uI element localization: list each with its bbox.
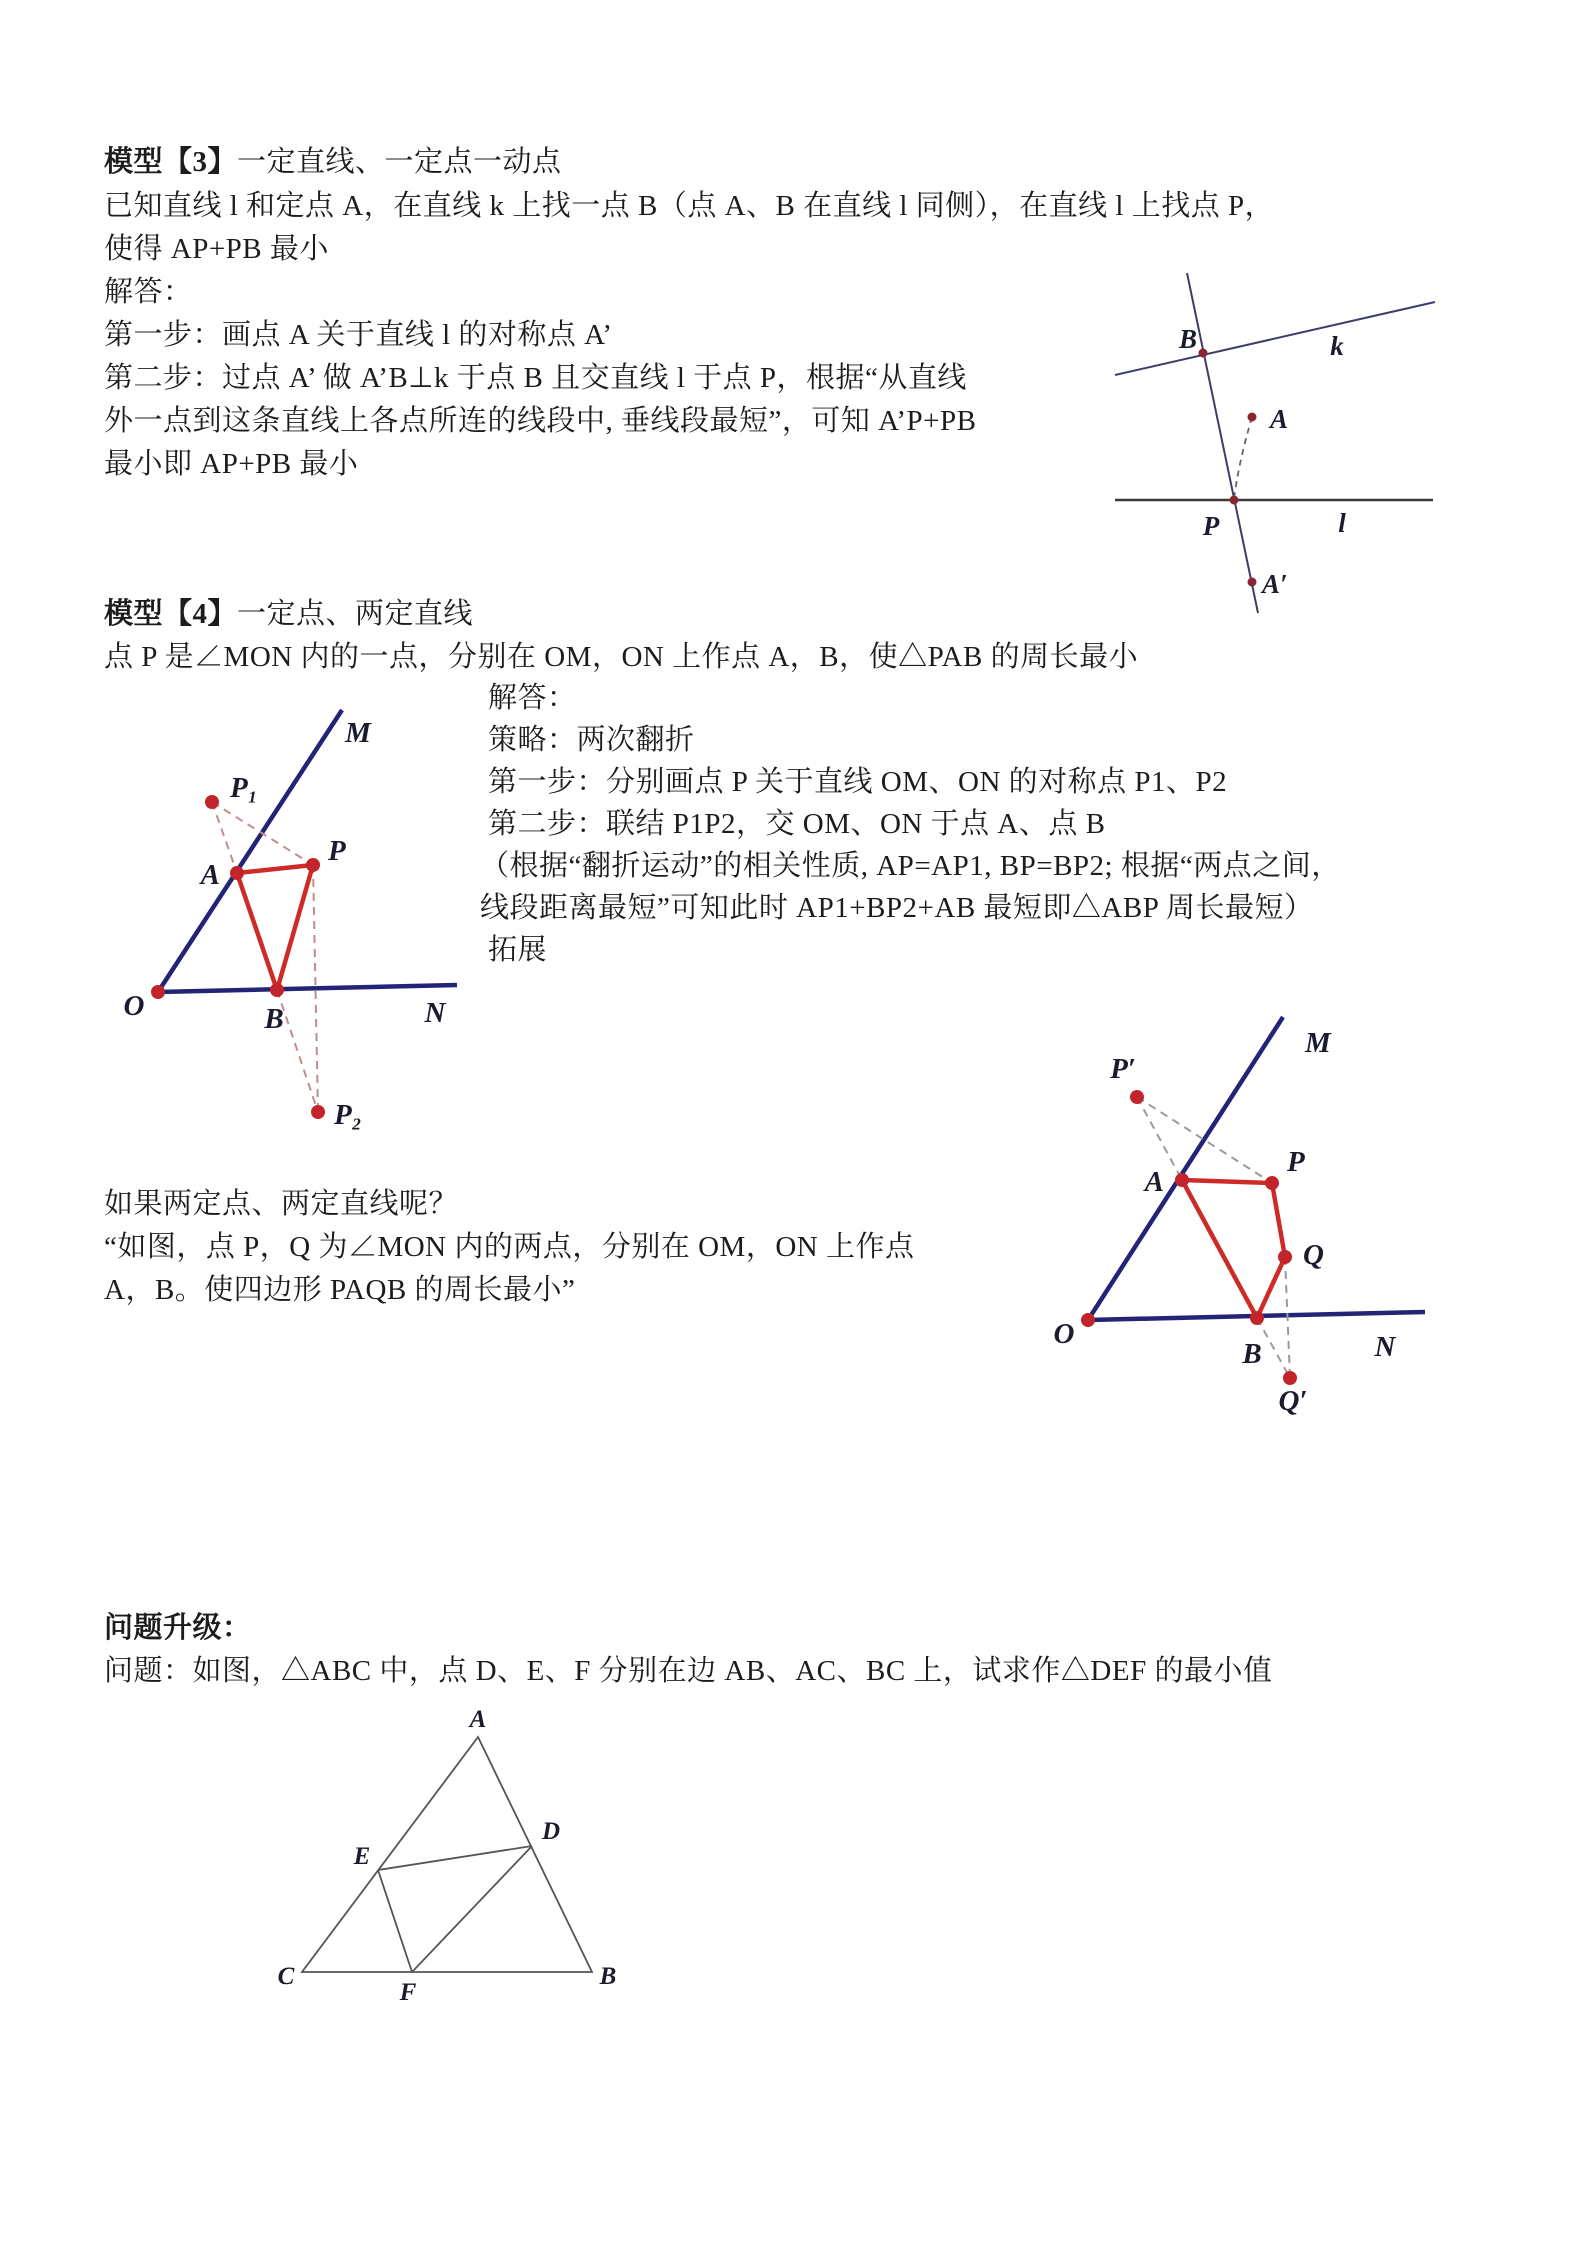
- point-B: [1199, 349, 1208, 358]
- extension-line-1: 如果两定点、两定直线呢？: [104, 1188, 459, 1220]
- point-A-prime: [1248, 578, 1257, 587]
- red-triangle-APB: [237, 865, 313, 990]
- segment-EF: [378, 1870, 412, 1972]
- model4-solution-line-1: 解答：: [488, 682, 577, 714]
- model4-solution-line-7: 拓展: [488, 934, 548, 966]
- label-O: O: [123, 990, 145, 1022]
- line-k: [1115, 302, 1435, 375]
- label-B: B: [1242, 1338, 1262, 1370]
- model3-heading-title: 一定直线、一定点一动点: [237, 146, 562, 178]
- label-C: C: [277, 1963, 295, 1990]
- model3-line-4: 第一步：画点 A 关于直线 l 的对称点 A’: [104, 319, 613, 351]
- point-P-prime: [1130, 1090, 1144, 1104]
- model4-diagram: [70, 660, 490, 1140]
- label-B: B: [1178, 324, 1197, 354]
- point-A: [1175, 1173, 1189, 1187]
- point-P: [306, 858, 320, 872]
- label-F: F: [399, 1979, 417, 2006]
- model4-heading: [104, 596, 473, 632]
- model3-diagram: [1100, 260, 1460, 630]
- point-B: [1250, 1311, 1264, 1325]
- model3-line-6: 外一点到这条直线上各点所连的线段中, 垂线段最短”，可知 A’P+PB: [104, 405, 977, 437]
- label-k: k: [1330, 331, 1344, 361]
- label-P-prime: P′: [1110, 1053, 1136, 1085]
- point-O: [151, 985, 165, 999]
- point-P2: [311, 1105, 325, 1119]
- label-N: N: [1374, 1331, 1396, 1363]
- upgrade-heading: 问题升级：: [104, 1612, 252, 1644]
- extension-diagram: [1040, 1000, 1470, 1450]
- red-quad-PAQB: [1182, 1180, 1285, 1318]
- point-P: [1265, 1176, 1279, 1190]
- point-P1: [205, 795, 219, 809]
- triangle-ABC: [302, 1737, 592, 1972]
- label-A: A: [1144, 1166, 1164, 1198]
- label-N: N: [424, 997, 446, 1029]
- model4-solution-line-2: 策略：两次翻折: [488, 724, 695, 756]
- dashed-b-to-q-prime: [1257, 1318, 1290, 1378]
- label-A-prime: A′: [1262, 569, 1288, 599]
- label-E: E: [353, 1843, 371, 1870]
- point-Q-prime: [1283, 1371, 1297, 1385]
- label-D: D: [542, 1818, 561, 1845]
- model4-intro: 点 P 是∠MON 内的一点，分别在 OM，ON 上作点 A，B，使△PAB 的周长最小: [104, 641, 1139, 673]
- model4-solution-line-4: 第二步：联结 P1P2，交 OM、ON 于点 A、点 B: [488, 808, 1106, 840]
- dashed-a-to-p: [1234, 417, 1252, 500]
- point-O: [1081, 1313, 1095, 1327]
- point-A: [230, 866, 244, 880]
- model3-line-7: 最小即 AP+PB 最小: [104, 448, 359, 480]
- label-O: O: [1053, 1318, 1075, 1350]
- label-A: A: [469, 1706, 487, 1733]
- label-P2: P₂: [334, 1099, 362, 1131]
- label-M: M: [345, 717, 371, 749]
- label-l: l: [1338, 508, 1346, 538]
- model3-heading: [104, 144, 562, 180]
- segment-FD: [412, 1846, 532, 1972]
- point-A: [1248, 413, 1257, 422]
- point-Q: [1278, 1250, 1292, 1264]
- model3-heading-tag: 模型【3】: [104, 146, 238, 178]
- extension-line-3: A，B。使四边形 PAQB 的周长最小”: [104, 1274, 576, 1306]
- model3-line-5: 第二步：过点 A’ 做 A’B⊥k 于点 B 且交直线 l 于点 P，根据“从直线: [104, 362, 967, 394]
- label-P: P: [1202, 511, 1220, 541]
- model4-heading-title: 一定点、两定直线: [237, 598, 474, 630]
- label-A: A: [1270, 404, 1289, 434]
- label-M: M: [1305, 1027, 1331, 1059]
- model3-line-1: 已知直线 l 和定点 A，在直线 k 上找一点 B（点 A、B 在直线 l 同侧），在直线 l 上找点 P，: [104, 190, 1275, 222]
- model4-solution-line-5: （根据“翻折运动”的相关性质, AP=AP1, BP=BP2; 根据“两点之间，: [480, 850, 1341, 882]
- model3-line-2: 使得 AP+PB 最小: [104, 233, 329, 265]
- point-B: [270, 983, 284, 997]
- label-B: B: [599, 1963, 617, 1990]
- model4-solution-line-3: 第一步：分别画点 P 关于直线 OM、ON 的对称点 P1、P2: [488, 766, 1228, 798]
- extension-line-2: “如图，点 P，Q 为∠MON 内的两点，分别在 OM，ON 上作点: [104, 1231, 915, 1263]
- label-B: B: [264, 1003, 284, 1035]
- dashed-p1-to-p: [212, 802, 313, 865]
- point-P: [1230, 496, 1239, 505]
- label-P1: P₁: [230, 772, 258, 804]
- upgrade-question: 问题：如图，△ABC 中，点 D、E、F 分别在边 AB、AC、BC 上，试求作△DEF 的最小值: [104, 1655, 1273, 1687]
- ray-ON: [158, 985, 457, 992]
- label-P: P: [1287, 1146, 1305, 1178]
- label-Q: Q: [1303, 1239, 1324, 1271]
- label-Q-prime: Q′: [1278, 1385, 1308, 1417]
- label-P: P: [328, 835, 346, 867]
- segment-ED: [378, 1846, 532, 1870]
- model4-heading-tag: 模型【4】: [104, 598, 238, 630]
- model3-line-3: 解答：: [104, 276, 193, 308]
- model4-solution-line-6: 线段距离最短”可知此时 AP1+BP2+AB 最短即△ABP 周长最短）: [480, 892, 1314, 924]
- line-a-prime-b: [1187, 273, 1258, 613]
- label-A: A: [200, 859, 220, 891]
- upgrade-diagram: [270, 1700, 630, 2030]
